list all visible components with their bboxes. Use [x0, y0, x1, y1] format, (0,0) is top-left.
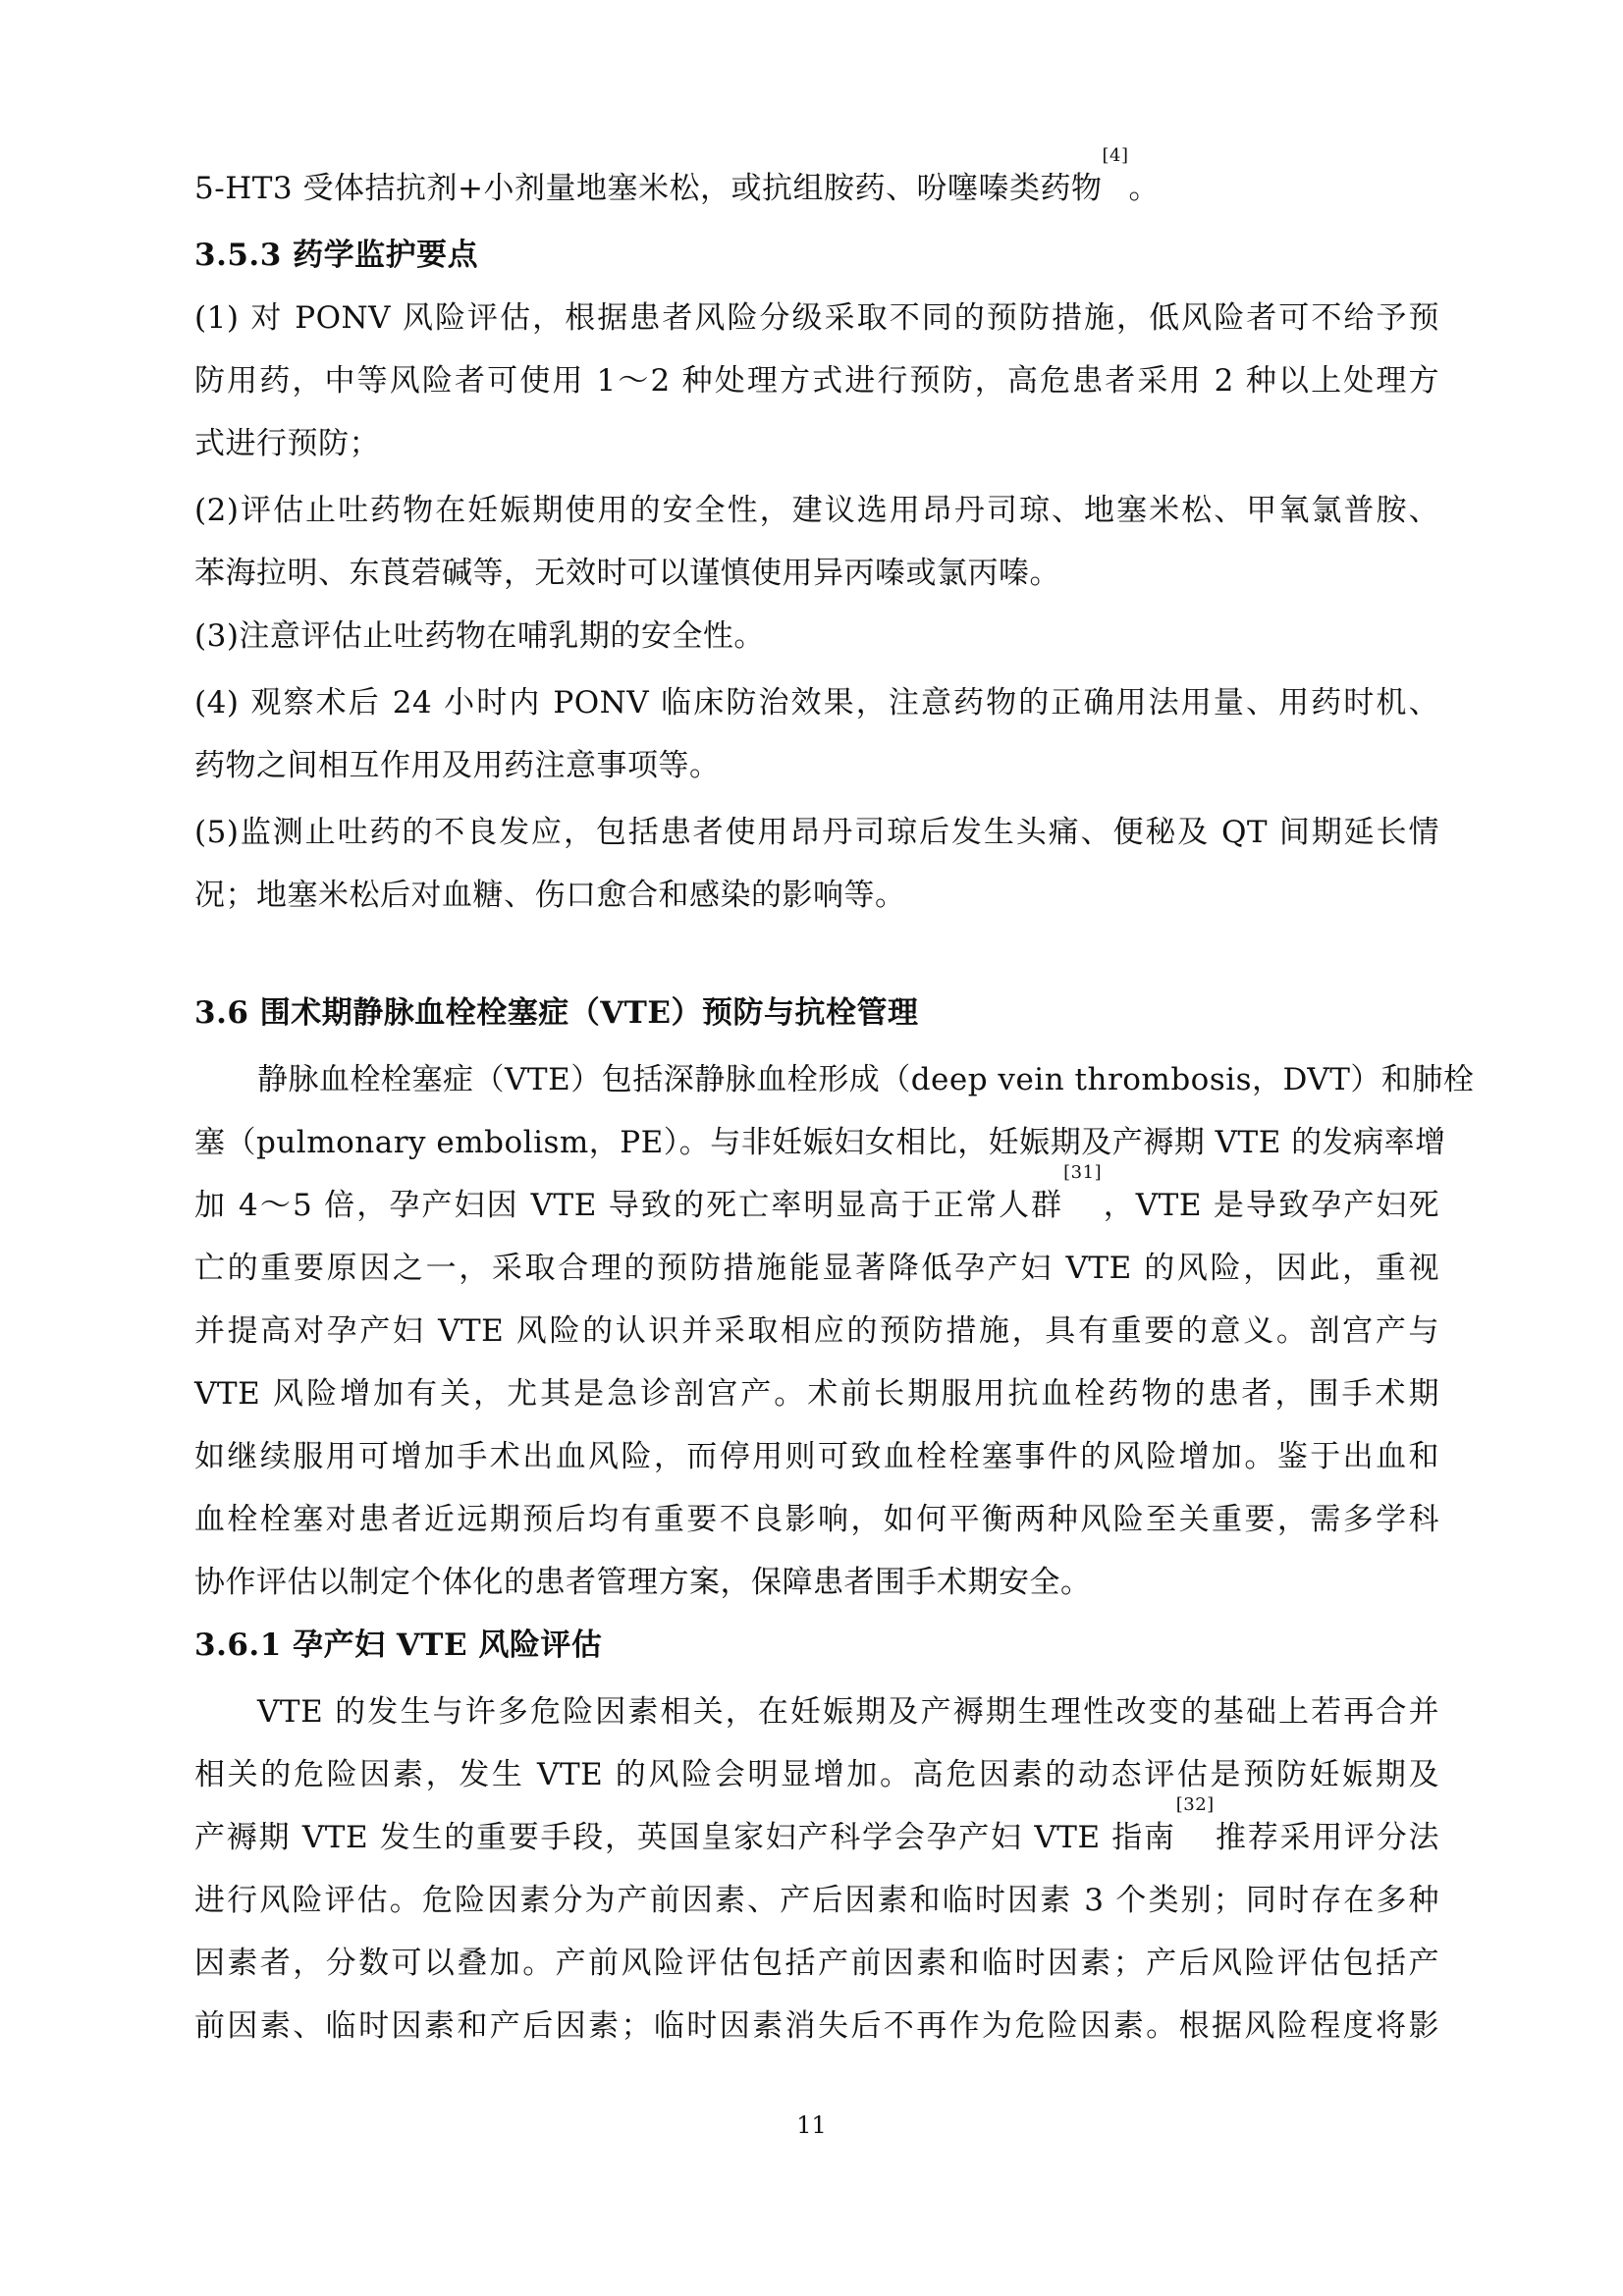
line-text: 加 4～5 倍，孕产妇因 VTE 导致的死亡率明显高于正常人群 [194, 1188, 1064, 1223]
paragraph-line [194, 867, 1439, 924]
line-text: 塞（pulmonary embolism，PE）。与非妊娠妇女相比，妊娠期及产褥期 VTE 的发病率增 [194, 1125, 1446, 1160]
line-text: VTE 风险增加有关，尤其是急诊剖宫产。术前长期服用抗血栓药物的患者，围手术期 [194, 1376, 1439, 1412]
line-text: 3.6.1 孕产妇 VTE 风险评估 [194, 1628, 603, 1663]
page-number: 11 [796, 2111, 827, 2139]
paragraph-line [194, 145, 1439, 217]
line-text: 并提高对孕产妇 VTE 风险的认识并采取相应的预防措施，具有重要的意义。剖宫产与 [194, 1313, 1439, 1349]
citation-reference: [32] [1175, 1794, 1215, 1815]
line-text: 式进行预防； [194, 426, 380, 461]
paragraph-line [194, 1746, 1439, 1803]
citation-reference: [31] [1063, 1162, 1103, 1183]
paragraph-line [194, 352, 1439, 409]
line-text: 产褥期 VTE 发生的重要手段，英国皇家妇产科学会孕产妇 VTE 指南 [194, 1820, 1176, 1855]
line-text: (5)监测止吐药的不良发应，包括患者使用昂丹司琼后发生头痛、便秘及 QT 间期延长情 [194, 815, 1439, 850]
paragraph-line [194, 1303, 1439, 1360]
line-text: VTE 的发生与许多危险因素相关，在妊娠期及产褥期生理性改变的基础上若再合并 [257, 1694, 1439, 1730]
paragraph-line [194, 737, 1439, 794]
line-text: 防用药，中等风险者可使用 1～2 种处理方式进行预防，高危患者采用 2 种以上处理方 [194, 363, 1439, 399]
line-text: 亡的重要原因之一，采取合理的预防措施能显著降低孕产妇 VTE 的风险，因此，重视 [194, 1251, 1439, 1286]
line-text: 3.6 围术期静脉血栓栓塞症（VTE）预防与抗栓管理 [194, 995, 919, 1031]
line-text: 5-HT3 受体拮抗剂+小剂量地塞米松，或抗组胺药、吩噻嗪类药物 [194, 171, 1103, 206]
paragraph-line [194, 415, 1439, 472]
paragraph-line [194, 1872, 1439, 1929]
paragraph-line [194, 1491, 1439, 1548]
line-text-continued: ，VTE 是导致孕产妇死 [1102, 1188, 1439, 1223]
line-text: 因素者，分数可以叠加。产前风险评估包括产前因素和临时因素；产后风险评估包括产 [194, 1946, 1439, 1981]
paragraph-line [194, 804, 1439, 861]
section-heading [194, 985, 1439, 1041]
paragraph-line [194, 482, 1439, 539]
citation-reference: [4] [1102, 145, 1129, 166]
paragraph-line [194, 290, 1439, 347]
line-text: (4) 观察术后 24 小时内 PONV 临床防治效果，注意药物的正确用法用量、用药时机、 [194, 685, 1439, 721]
line-text: 况；地塞米松后对血糖、伤口愈合和感染的影响等。 [194, 878, 906, 913]
line-text: 苯海拉明、东莨菪碱等，无效时可以谨慎使用异丙嗪或氯丙嗪。 [194, 556, 1060, 591]
line-text: 静脉血栓栓塞症（VTE）包括深静脉血栓形成（deep vein thrombosis，DVT）和肺栓 [257, 1062, 1475, 1097]
line-text: 协作评估以制定个体化的患者管理方案，保障患者围手术期安全。 [194, 1565, 1092, 1600]
paragraph-line [194, 1240, 1439, 1297]
paragraph-line [194, 1114, 1446, 1171]
line-text: 前因素、临时因素和产后因素；临时因素消失后不再作为危险因素。根据风险程度将影 [194, 2008, 1439, 2044]
section-heading [194, 1617, 1439, 1674]
line-text: 3.5.3 药学监护要点 [194, 238, 479, 273]
paragraph-line [194, 608, 1439, 665]
paragraph-line [194, 1935, 1439, 1992]
paragraph-line [194, 1365, 1439, 1422]
line-text-continued: 推荐采用评分法 [1214, 1820, 1439, 1855]
line-text: (1) 对 PONV 风险评估，根据患者风险分级采取不同的预防措施，低风险者可不给予预 [194, 300, 1439, 336]
line-text: (3)注意评估止吐药物在哺乳期的安全性。 [194, 618, 765, 654]
line-text: 血栓栓塞对患者近远期预后均有重要不良影响，如何平衡两种风险至关重要，需多学科 [194, 1502, 1439, 1537]
paragraph-line [194, 1428, 1439, 1485]
line-text: 药物之间相互作用及用药注意事项等。 [194, 748, 721, 783]
line-text: (2)评估止吐药物在妊娠期使用的安全性，建议选用昂丹司琼、地塞米松、甲氧氯普胺、 [194, 493, 1439, 528]
paragraph-line [194, 1998, 1439, 2055]
line-text-continued: 。 [1128, 171, 1160, 206]
paragraph-line [194, 545, 1439, 602]
line-text: 相关的危险因素，发生 VTE 的风险会明显增加。高危因素的动态评估是预防妊娠期及 [194, 1757, 1439, 1792]
section-heading [194, 227, 1439, 284]
paragraph-line [194, 1554, 1439, 1611]
line-text: 进行风险评估。危险因素分为产前因素、产后因素和临时因素 3 个类别；同时存在多种 [194, 1883, 1439, 1918]
paragraph-line [194, 1051, 1475, 1108]
paragraph-line [194, 1162, 1439, 1234]
paragraph-line [194, 1794, 1439, 1866]
line-text: 如继续服用可增加手术出血风险，而停用则可致血栓栓塞事件的风险增加。鉴于出血和 [194, 1439, 1439, 1474]
paragraph-line [194, 1683, 1439, 1740]
paragraph-line [194, 674, 1439, 731]
